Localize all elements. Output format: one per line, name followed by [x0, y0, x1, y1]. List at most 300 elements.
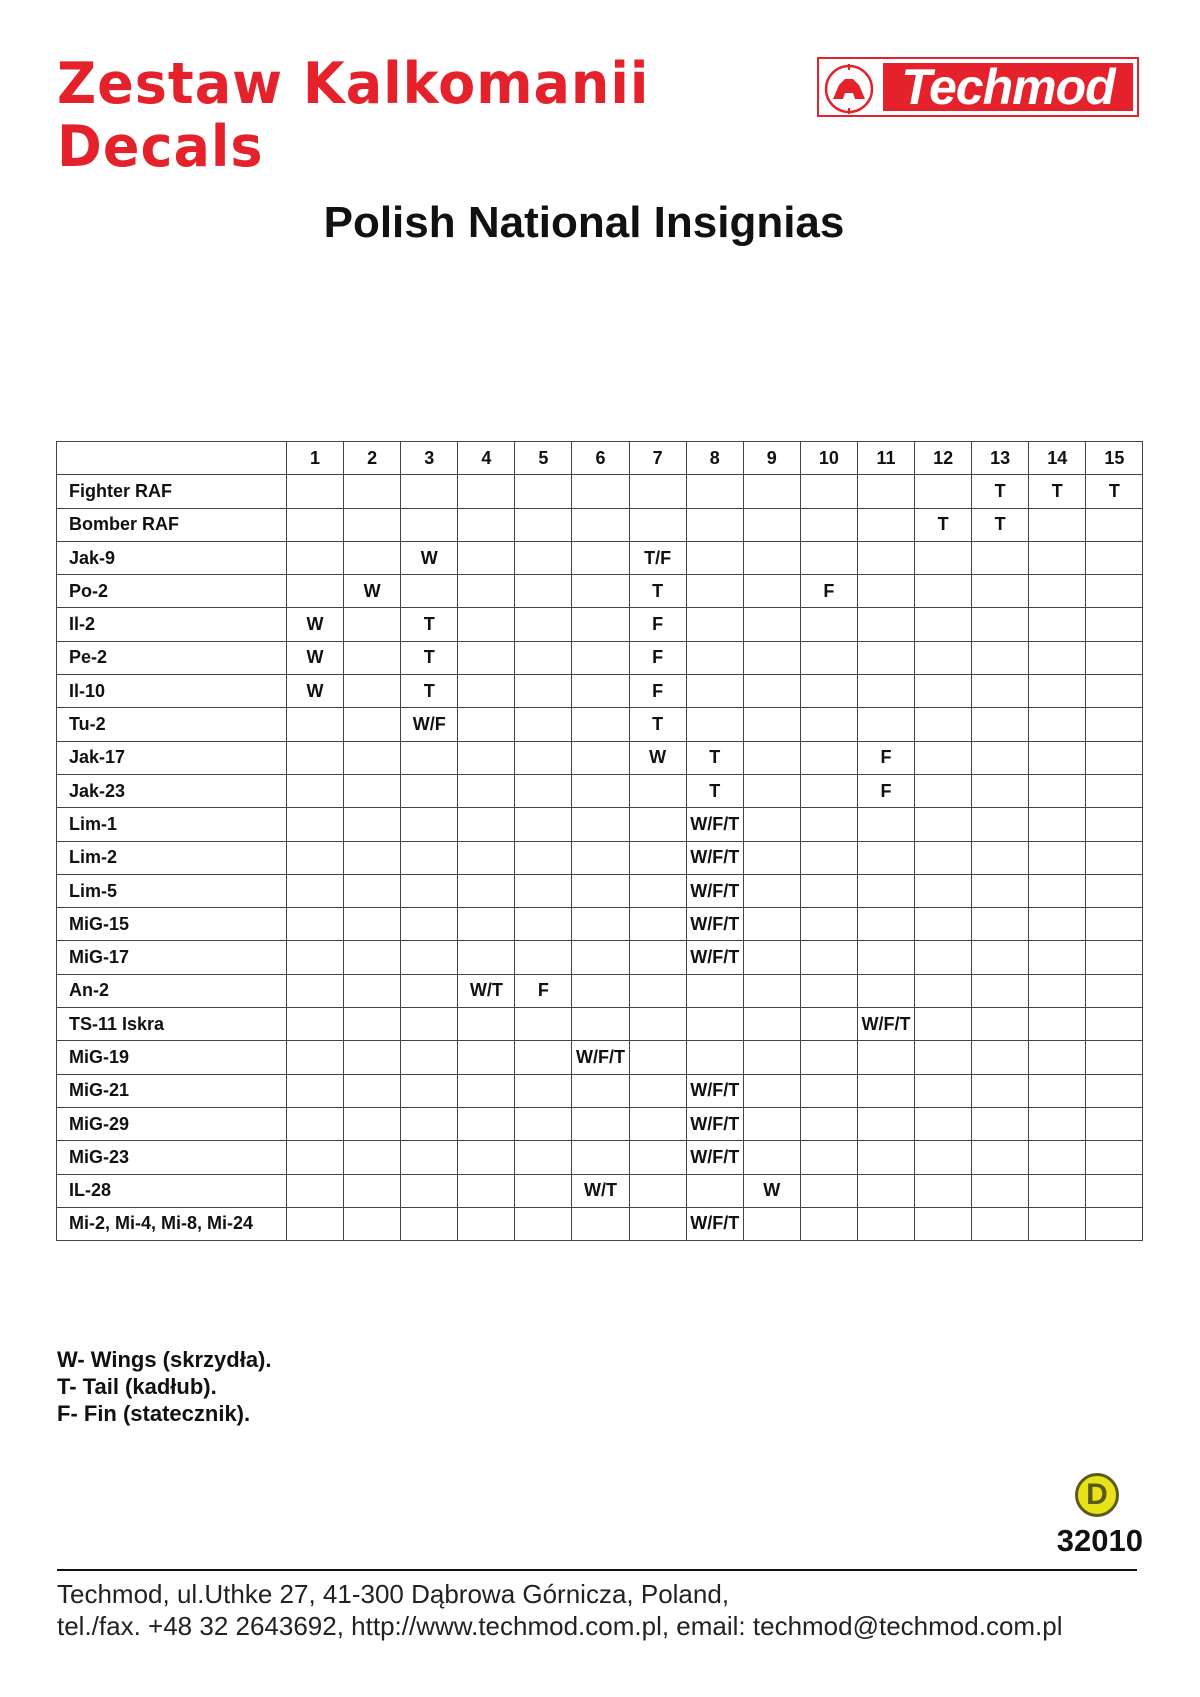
aircraft-name: MiG-19: [57, 1041, 287, 1074]
insignia-cell: [629, 841, 686, 874]
insignia-cell: [458, 774, 515, 807]
insignia-cell: [857, 508, 914, 541]
insignia-cell: [629, 1174, 686, 1207]
insignia-cell: [515, 1174, 572, 1207]
insignia-cell: [287, 774, 344, 807]
insignia-cell: T: [686, 741, 743, 774]
insignia-cell: [401, 908, 458, 941]
insignia-cell: [1029, 1174, 1086, 1207]
insignia-cell: [572, 808, 629, 841]
insignia-cell: [344, 1107, 401, 1140]
table-row: [57, 1141, 1143, 1174]
insignia-cell: [915, 941, 972, 974]
insignia-cell: T/F: [629, 541, 686, 574]
insignia-cell: [800, 508, 857, 541]
insignia-cell: [344, 908, 401, 941]
insignia-cell: [629, 475, 686, 508]
insignia-cell: [972, 675, 1029, 708]
insignia-cell: [972, 575, 1029, 608]
insignia-cell: [1029, 608, 1086, 641]
insignia-cell: [800, 874, 857, 907]
insignia-cell: W: [344, 575, 401, 608]
footer-divider: [57, 1569, 1137, 1571]
column-header: 6: [572, 442, 629, 475]
insignia-cell: F: [629, 608, 686, 641]
insignia-cell: T: [686, 774, 743, 807]
insignia-cell: [1086, 575, 1143, 608]
column-header: 8: [686, 442, 743, 475]
insignia-cell: [800, 1107, 857, 1140]
insignia-cell: [458, 541, 515, 574]
insignia-cell: [972, 1107, 1029, 1140]
insignia-cell: [572, 608, 629, 641]
aircraft-name: An-2: [57, 974, 287, 1007]
insignia-cell: [857, 608, 914, 641]
product-code: 32010: [1056, 1523, 1143, 1558]
insignia-cell: F: [857, 741, 914, 774]
insignia-cell: [629, 1207, 686, 1240]
insignia-cell: [287, 1207, 344, 1240]
insignia-cell: [401, 575, 458, 608]
insignia-cell: [1086, 974, 1143, 1007]
table-row: [57, 1174, 1143, 1207]
insignia-cell: [344, 641, 401, 674]
insignia-cell: [629, 1074, 686, 1107]
insignia-cell: [572, 475, 629, 508]
insignia-cell: W: [401, 541, 458, 574]
aircraft-name: Jak-23: [57, 774, 287, 807]
insignia-cell: [572, 1107, 629, 1140]
insignia-cell: [1029, 575, 1086, 608]
insignia-cell: [743, 908, 800, 941]
insignia-cell: [458, 741, 515, 774]
insignia-cell: [401, 508, 458, 541]
insignia-cell: [401, 1107, 458, 1140]
insignia-cell: [743, 1074, 800, 1107]
insignia-cell: [857, 1207, 914, 1240]
insignia-cell: [287, 508, 344, 541]
insignia-cell: [915, 475, 972, 508]
insignia-cell: [572, 774, 629, 807]
insignia-cell: [800, 741, 857, 774]
table-header-row: [57, 442, 1143, 475]
insignia-cell: [972, 774, 1029, 807]
insignia-cell: [972, 1074, 1029, 1107]
insignia-table: [56, 441, 1143, 1241]
column-header: 7: [629, 442, 686, 475]
table-row: [57, 1107, 1143, 1140]
insignia-cell: [972, 1041, 1029, 1074]
insignia-cell: [344, 874, 401, 907]
insignia-cell: [1029, 1041, 1086, 1074]
insignia-cell: [686, 1008, 743, 1041]
insignia-cell: [743, 1041, 800, 1074]
insignia-cell: [1086, 774, 1143, 807]
insignia-cell: W/F/T: [686, 1141, 743, 1174]
insignia-cell: [915, 708, 972, 741]
insignia-cell: [686, 641, 743, 674]
insignia-cell: [915, 541, 972, 574]
insignia-cell: [972, 808, 1029, 841]
insignia-cell: [458, 675, 515, 708]
insignia-cell: [1029, 741, 1086, 774]
table-row: [57, 741, 1143, 774]
insignia-cell: [515, 908, 572, 941]
insignia-cell: [515, 508, 572, 541]
insignia-cell: [287, 1141, 344, 1174]
insignia-cell: [857, 808, 914, 841]
insignia-cell: [743, 1008, 800, 1041]
insignia-cell: [629, 508, 686, 541]
insignia-cell: [1086, 608, 1143, 641]
insignia-cell: [572, 874, 629, 907]
insignia-cell: [915, 874, 972, 907]
insignia-cell: [1086, 508, 1143, 541]
insignia-cell: [857, 941, 914, 974]
insignia-cell: F: [857, 774, 914, 807]
insignia-cell: [629, 908, 686, 941]
insignia-cell: [1086, 941, 1143, 974]
insignia-cell: [857, 908, 914, 941]
aircraft-name: Bomber RAF: [57, 508, 287, 541]
insignia-cell: W/F/T: [686, 1207, 743, 1240]
insignia-cell: [800, 1008, 857, 1041]
column-header: 12: [915, 442, 972, 475]
insignia-cell: [572, 575, 629, 608]
insignia-cell: [458, 708, 515, 741]
aircraft-name: MiG-17: [57, 941, 287, 974]
insignia-cell: [458, 475, 515, 508]
insignia-cell: [686, 608, 743, 641]
insignia-cell: [458, 1141, 515, 1174]
insignia-cell: [287, 475, 344, 508]
insignia-cell: [800, 1074, 857, 1107]
insignia-cell: [743, 1207, 800, 1240]
insignia-cell: [915, 641, 972, 674]
insignia-cell: [915, 675, 972, 708]
logo-text: Techmod: [901, 59, 1115, 115]
insignia-cell: [857, 974, 914, 1007]
insignia-cell: [857, 641, 914, 674]
insignia-cell: [915, 1008, 972, 1041]
insignia-cell: [857, 708, 914, 741]
insignia-cell: [629, 1141, 686, 1174]
insignia-cell: W: [287, 675, 344, 708]
insignia-cell: [344, 508, 401, 541]
insignia-cell: F: [515, 974, 572, 1007]
insignia-cell: [344, 774, 401, 807]
table-row: [57, 541, 1143, 574]
insignia-cell: [401, 1008, 458, 1041]
insignia-cell: [1029, 941, 1086, 974]
insignia-cell: [287, 941, 344, 974]
insignia-cell: T: [1029, 475, 1086, 508]
insignia-cell: [800, 641, 857, 674]
insignia-cell: [915, 974, 972, 1007]
insignia-cell: [344, 941, 401, 974]
insignia-cell: [458, 508, 515, 541]
insignia-cell: [401, 1074, 458, 1107]
insignia-cell: [344, 741, 401, 774]
insignia-cell: [515, 808, 572, 841]
footer-address: Techmod, ul.Uthke 27, 41-300 Dąbrowa Górnicza, Poland,: [57, 1579, 730, 1609]
insignia-cell: T: [401, 641, 458, 674]
insignia-cell: [344, 1074, 401, 1107]
insignia-cell: [972, 741, 1029, 774]
insignia-cell: [572, 641, 629, 674]
insignia-cell: [1086, 1174, 1143, 1207]
title-decals: Decals: [57, 113, 264, 180]
insignia-cell: [287, 874, 344, 907]
insignia-cell: [800, 774, 857, 807]
insignia-cell: [915, 1107, 972, 1140]
table-row: [57, 874, 1143, 907]
legend-fin: F- Fin (statecznik).: [57, 1401, 251, 1426]
insignia-cell: T: [1086, 475, 1143, 508]
insignia-cell: [515, 541, 572, 574]
column-header: 3: [401, 442, 458, 475]
techmod-emblem-icon: [823, 63, 875, 115]
insignia-cell: [743, 475, 800, 508]
insignia-cell: [1086, 1141, 1143, 1174]
insignia-cell: [915, 908, 972, 941]
insignia-cell: [915, 741, 972, 774]
insignia-cell: F: [629, 641, 686, 674]
insignia-cell: [1086, 1107, 1143, 1140]
insignia-cell: [800, 974, 857, 1007]
insignia-cell: [1086, 808, 1143, 841]
insignia-cell: [287, 841, 344, 874]
aircraft-name: Lim-5: [57, 874, 287, 907]
aircraft-name: Jak-9: [57, 541, 287, 574]
legend-tail: T- Tail (kadłub).: [57, 1374, 217, 1399]
insignia-cell: [743, 508, 800, 541]
techmod-logo: [817, 57, 1139, 117]
insignia-cell: [915, 575, 972, 608]
page-title: Polish National Insignias: [323, 198, 845, 247]
table-row: [57, 1008, 1143, 1041]
insignia-cell: [458, 1008, 515, 1041]
insignia-cell: [972, 608, 1029, 641]
column-header: 14: [1029, 442, 1086, 475]
insignia-cell: [572, 675, 629, 708]
insignia-cell: [572, 1008, 629, 1041]
aircraft-name: IL-28: [57, 1174, 287, 1207]
table-row: [57, 774, 1143, 807]
insignia-cell: [344, 541, 401, 574]
insignia-cell: [629, 1008, 686, 1041]
insignia-cell: [743, 841, 800, 874]
column-header: 13: [972, 442, 1029, 475]
insignia-cell: W/F: [401, 708, 458, 741]
insignia-cell: [458, 808, 515, 841]
insignia-cell: [572, 1141, 629, 1174]
insignia-cell: [572, 974, 629, 1007]
insignia-cell: [857, 874, 914, 907]
insignia-cell: [515, 1074, 572, 1107]
insignia-cell: W: [629, 741, 686, 774]
insignia-cell: [458, 575, 515, 608]
insignia-cell: [515, 475, 572, 508]
table-row: [57, 508, 1143, 541]
insignia-cell: [686, 675, 743, 708]
table-row: [57, 974, 1143, 1007]
column-header: 10: [800, 442, 857, 475]
insignia-cell: [1029, 874, 1086, 907]
insignia-cell: [686, 475, 743, 508]
insignia-cell: [401, 808, 458, 841]
insignia-cell: [1029, 641, 1086, 674]
insignia-cell: W/T: [458, 974, 515, 1007]
insignia-cell: [915, 1074, 972, 1107]
insignia-cell: [287, 808, 344, 841]
insignia-cell: [344, 675, 401, 708]
insignia-cell: [743, 874, 800, 907]
footer-contact-line: tel./fax. +48 32 2643692, http://www.techmod.com.pl, email: techmod@techmod.com.pl: [57, 1611, 1063, 1641]
sheet-badge-icon: D: [1075, 1473, 1119, 1517]
footer-contact: [57, 1578, 1063, 1642]
insignia-cell: [800, 808, 857, 841]
insignia-cell: [629, 941, 686, 974]
insignia-cell: [515, 1008, 572, 1041]
column-header: 4: [458, 442, 515, 475]
insignia-cell: [915, 1041, 972, 1074]
insignia-cell: T: [972, 508, 1029, 541]
insignia-cell: [1086, 675, 1143, 708]
insignia-cell: [915, 841, 972, 874]
insignia-cell: [686, 1041, 743, 1074]
insignia-cell: [515, 708, 572, 741]
insignia-cell: [800, 475, 857, 508]
insignia-cell: [686, 541, 743, 574]
insignia-cell: [572, 1074, 629, 1107]
table-row: [57, 808, 1143, 841]
insignia-cell: [857, 475, 914, 508]
insignia-cell: [287, 575, 344, 608]
insignia-cell: [344, 608, 401, 641]
insignia-cell: [1029, 908, 1086, 941]
insignia-cell: [686, 508, 743, 541]
insignia-cell: [800, 541, 857, 574]
insignia-cell: [572, 841, 629, 874]
insignia-cell: [972, 541, 1029, 574]
insignia-cell: [458, 941, 515, 974]
insignia-cell: [800, 1207, 857, 1240]
insignia-cell: [572, 508, 629, 541]
insignia-cell: [287, 1174, 344, 1207]
insignia-cell: [972, 1141, 1029, 1174]
insignia-cell: [1086, 841, 1143, 874]
insignia-cell: [1029, 675, 1086, 708]
insignia-cell: [344, 1174, 401, 1207]
insignia-cell: [857, 1074, 914, 1107]
insignia-cell: [515, 641, 572, 674]
insignia-cell: [1086, 1074, 1143, 1107]
insignia-cell: [629, 874, 686, 907]
table-row: [57, 1074, 1143, 1107]
insignia-cell: [857, 675, 914, 708]
column-header: 1: [287, 442, 344, 475]
insignia-cell: [572, 1207, 629, 1240]
insignia-cell: [1029, 1008, 1086, 1041]
insignia-cell: [743, 1141, 800, 1174]
insignia-cell: [1086, 1207, 1143, 1240]
legend-wings: W- Wings (skrzydła).: [57, 1347, 272, 1372]
insignia-cell: [344, 1008, 401, 1041]
insignia-cell: [458, 874, 515, 907]
insignia-cell: [287, 1008, 344, 1041]
insignia-cell: [401, 1141, 458, 1174]
insignia-cell: W/F/T: [686, 941, 743, 974]
insignia-cell: [572, 708, 629, 741]
insignia-cell: [458, 1107, 515, 1140]
aircraft-name: Il-2: [57, 608, 287, 641]
insignia-cell: [1029, 1141, 1086, 1174]
aircraft-name: Pe-2: [57, 641, 287, 674]
insignia-cell: [800, 1041, 857, 1074]
aircraft-name: Lim-1: [57, 808, 287, 841]
aircraft-name: MiG-21: [57, 1074, 287, 1107]
insignia-cell: [857, 541, 914, 574]
insignia-cell: [857, 1141, 914, 1174]
insignia-cell: [972, 1174, 1029, 1207]
insignia-cell: [857, 575, 914, 608]
insignia-cell: [686, 708, 743, 741]
insignia-cell: T: [401, 675, 458, 708]
insignia-cell: [1029, 541, 1086, 574]
insignia-cell: [1029, 1107, 1086, 1140]
table-row: [57, 908, 1143, 941]
insignia-cell: W: [287, 641, 344, 674]
insignia-cell: [743, 541, 800, 574]
insignia-cell: [800, 841, 857, 874]
insignia-cell: [458, 641, 515, 674]
header-corner-cell: [57, 442, 287, 475]
aircraft-name: TS-11 Iskra: [57, 1008, 287, 1041]
insignia-cell: [857, 1107, 914, 1140]
insignia-cell: [515, 741, 572, 774]
insignia-cell: [629, 774, 686, 807]
insignia-cell: [515, 1107, 572, 1140]
insignia-cell: [1029, 841, 1086, 874]
insignia-cell: [287, 741, 344, 774]
insignia-cell: [515, 874, 572, 907]
insignia-cell: [743, 608, 800, 641]
insignia-cell: [743, 1107, 800, 1140]
insignia-cell: W/F/T: [686, 908, 743, 941]
insignia-cell: [1086, 741, 1143, 774]
insignia-cell: [629, 1107, 686, 1140]
insignia-cell: [1086, 874, 1143, 907]
insignia-cell: [915, 1207, 972, 1240]
insignia-cell: [972, 841, 1029, 874]
insignia-cell: [972, 708, 1029, 741]
insignia-cell: [743, 974, 800, 1007]
insignia-cell: W/F/T: [857, 1008, 914, 1041]
insignia-cell: [743, 708, 800, 741]
insignia-cell: W/F/T: [686, 841, 743, 874]
insignia-cell: [800, 608, 857, 641]
insignia-cell: [1029, 974, 1086, 1007]
insignia-cell: [1086, 1008, 1143, 1041]
insignia-cell: [344, 1141, 401, 1174]
insignia-cell: [800, 941, 857, 974]
insignia-cell: [572, 741, 629, 774]
insignia-cell: [915, 608, 972, 641]
column-header: 5: [515, 442, 572, 475]
insignia-cell: [515, 1041, 572, 1074]
insignia-cell: [458, 1041, 515, 1074]
